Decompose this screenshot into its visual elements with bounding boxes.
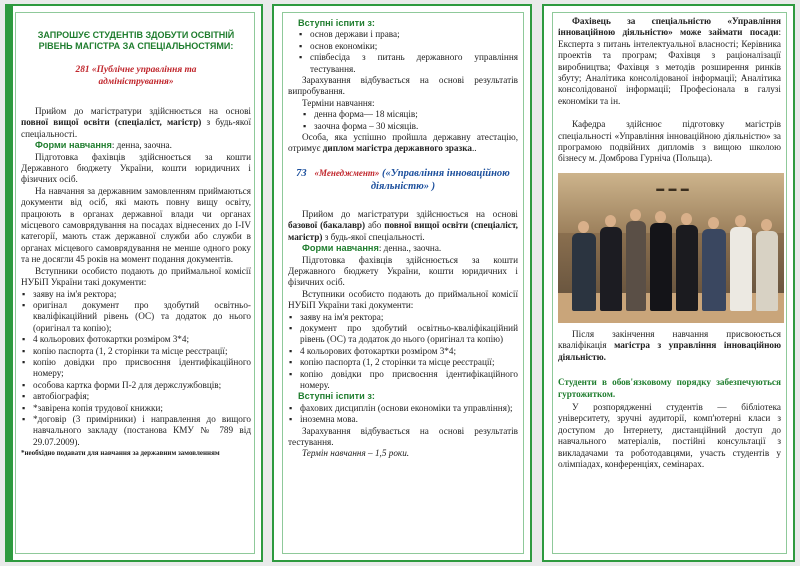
person-8	[756, 231, 778, 311]
document-item: ▪ 4 кольорових фотокартки розміром 3*4;	[21, 334, 251, 345]
funding-paragraph: Підготовка фахівців здійснюється за кошти Державного бюджету України, кошти юридичних і фізичних осіб.	[21, 151, 251, 185]
exam-item: ▪ фахових дисциплін (основи економіки та управління);	[288, 403, 518, 414]
person-6-head	[708, 217, 719, 229]
person-1	[572, 233, 596, 311]
document-item: ▪ копію довідки про присвоєння ідентифікаційного номеру.	[288, 369, 518, 392]
invitation-heading: ЗАПРОШУЄ СТУДЕНТІВ ЗДОБУТИ ОСВІТНІЙ РІВЕНЬ МАГІСТРА ЗА СПЕЦІАЛЬНОСТЯМИ:	[37, 30, 235, 51]
document-item: ▪ *договір (3 примірники) і направлення до вищого навчального закладу (постанова КМУ № 789 від 29.07.2009).	[21, 414, 251, 448]
person-4-head	[655, 211, 666, 223]
document-item: ▪ копію паспорта (1, 2 сторінки та місце реєстрації;	[21, 346, 251, 357]
study-forms: Форми навчання: денна, заочна.	[35, 140, 172, 151]
document-item: ▪ копію паспорта (1, 2 сторінки та місце реєстрації;	[288, 357, 518, 368]
document-item: ▪ 4 кольорових фотокартки розміром 3*4;	[288, 346, 518, 357]
qualification-text: Після закінчення навчання присвоюється кваліфікація магістра з управління інноваційною діяльністю.	[558, 328, 781, 362]
person-7	[730, 227, 752, 311]
footnote: *необхідно подавати для навчання за державним замовленням	[21, 449, 220, 458]
admission-basis: Прийом до магістратури здійснюється на основі повної вищої освіти (спеціаліст, магістр) з будь-якої спеціальності.	[21, 106, 252, 139]
documents-intro: Вступники особисто подають до приймальної комісії НУБіП України такі документи:	[21, 265, 251, 288]
person-1-head	[578, 221, 589, 233]
document-item: ▪ *завірена копія трудової книжки;	[21, 403, 251, 414]
document-item: ▪ документ про здобутий освітньо-кваліфікаційний рівень (ОС) та додаток до нього (оригінал та копію)	[288, 323, 518, 346]
admission-basis: Прийом до магістратури здійснюється на основі базової (бакалавр) або повної вищої освіти (спеціаліст, магістр) з будь-якої спеціальності.	[288, 208, 518, 242]
exams-list-2	[288, 403, 518, 426]
right-panel	[542, 4, 795, 562]
person-2-head	[605, 215, 616, 227]
exam-item: ▪ іноземна мова.	[288, 414, 518, 425]
group-photo	[558, 173, 784, 323]
specialty-number: 73	[296, 167, 307, 179]
career-positions: Фахівець за спеціальністю «Управління інноваційною діяльністю» може займати посади: Експерта з питань інтелектуальної власності; Керівника проектів та програм; Фахівця з раціоналізації виробництва; Фахівця з методів розширення ринків збуту; Аналітика консолідованої інформації; Аналітика консолідованої інформації; Професіонала в галузі економіки та ін.	[558, 16, 781, 106]
person-7-head	[735, 215, 746, 227]
person-8-head	[761, 219, 772, 231]
study-duration: Термін навчання – 1,5 роки.	[302, 448, 410, 459]
left-panel	[5, 4, 263, 562]
person-6	[702, 229, 726, 311]
person-3	[626, 221, 646, 311]
person-4	[650, 223, 672, 311]
double-diploma-text: Кафедра здійснює підготовку магістрів спеціальності «Управління інноваційною діяльністю» за програмою подвійних дипломів з вищою школою бізнесу м. Домброва Гурніча (Польща).	[558, 119, 781, 164]
exams-label: Вступні іспити з:	[298, 18, 375, 28]
exam-item: ▪ співбесіда з питань державного управління тестування.	[298, 52, 518, 75]
photo-sign: ▬ ▬ ▬	[656, 183, 690, 193]
dormitory-text: Студенти в обов'язковому порядку забезпечуються гуртожитком.	[558, 377, 781, 399]
funding-paragraph: Підготовка фахівців здійснюється за кошти Державного бюджету України, кошти юридичних і фізичних осіб.	[288, 254, 518, 288]
enrollment-text: Зарахування відбувається на основі результатів випробування.	[288, 75, 518, 97]
specialty-73-title	[294, 167, 512, 193]
document-item: ▪ автобіографія;	[21, 391, 251, 402]
documents-list	[21, 289, 251, 449]
photo-wall	[558, 173, 784, 233]
exams-list	[288, 29, 518, 75]
exam-item: ▪ основ держави і права;	[298, 29, 518, 40]
enrollment-text-2: Зарахування відбувається на основі результатів тестування.	[288, 425, 518, 447]
middle-panel	[272, 4, 532, 562]
document-item: ▪ заяву на ім'я ректора;	[21, 289, 251, 300]
person-5-head	[681, 213, 692, 225]
person-2	[600, 227, 622, 311]
term-item: ▪ заочна форма – 30 місяців.	[302, 121, 518, 132]
exam-item: ▪ основ економіки;	[298, 41, 518, 52]
specialty-281-title: 281 «Публічне управління та адміністрування»	[75, 65, 197, 87]
study-forms: Форми навчання: денна., заочна.	[302, 243, 442, 254]
term-item: ▪ денна форма— 18 місяців;	[302, 109, 518, 120]
document-item: ▪ оригінал документ про здобутий освітньо-кваліфікаційний рівень (ОС) та додаток до нього (оригінал та копію);	[21, 300, 251, 334]
student-resources: У розпорядженні студентів — бібліотека університету, зручні аудиторії, комп'ютерні класи з доступом до Інтернету, дистанційний доступ до навчального матеріалів, постійні консультації з викладачами та роботодавцями, участь студентів у олімпіадах, конференціях, семінарах.	[558, 401, 781, 469]
documents-list	[288, 312, 518, 392]
state-order-paragraph: На навчання за державним замовленням приймаються документи від осіб, які мають повну вищу освіту, працюють в органах державної влади чи органах місцевого самоврядування на посадах віднесених до I-IV категорії, мають стаж державної служби або служби в органах місцевого самоврядування не менше одного року та не досягли 45 років на момент подання документів.	[21, 185, 251, 265]
person-3-head	[630, 209, 641, 221]
diploma-text: Особа, яка успішно пройшла державну атестацію, отримує диплом магістра державного зразка..	[288, 132, 518, 154]
exams-label-2: Вступні іспити з:	[298, 391, 375, 402]
terms-label: Терміни навчання:	[302, 97, 375, 108]
terms-list	[288, 109, 518, 132]
specialty-name-management: «Менеджмент»	[314, 167, 380, 178]
green-side-bar	[7, 6, 13, 560]
document-item: ▪ заяву на ім'я ректора;	[288, 312, 518, 323]
person-5	[676, 225, 698, 311]
document-item: ▪ особова картка форми П-2 для держслужбовців;	[21, 380, 251, 391]
documents-intro: Вступники особисто подають до приймальної комісії НУБіП України такі документи:	[288, 288, 518, 311]
document-item: ▪ копію довідки про присвоєння ідентифікаційного номеру;	[21, 357, 251, 380]
specialty-name-innovation: («Управління інноваційною діяльністю» )	[370, 167, 510, 192]
